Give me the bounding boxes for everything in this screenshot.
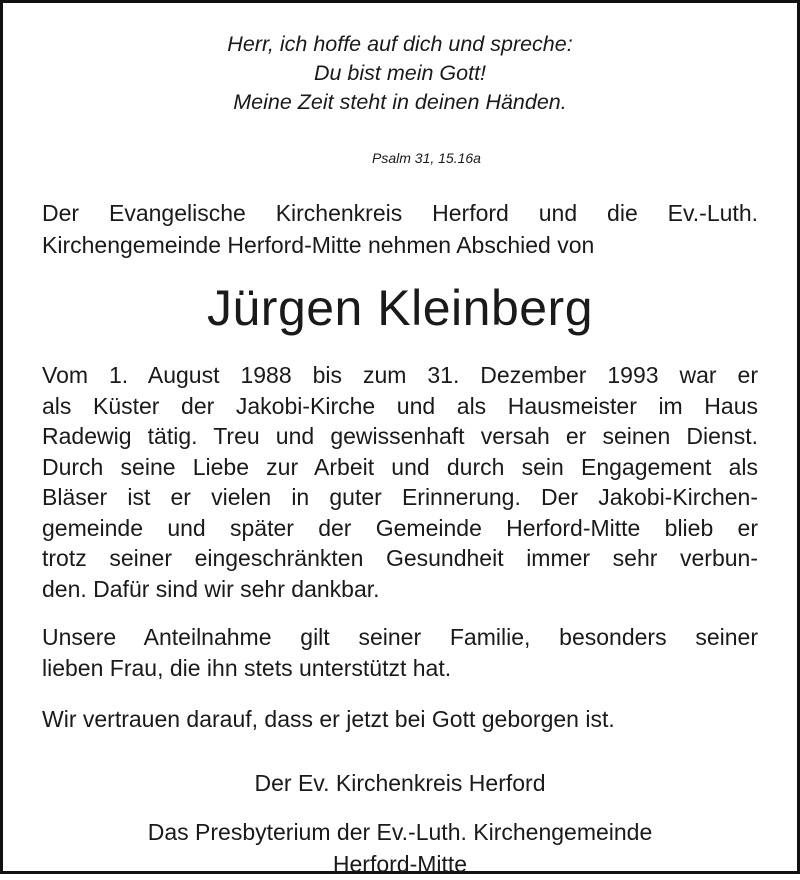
paragraph-line: als Küster der Jakobi-Kirche und als Hausmeister im Haus: [42, 392, 758, 419]
verse-source: Psalm 31, 15.16a: [372, 150, 481, 166]
bible-verse: [42, 30, 758, 117]
signature-line-3: Herford-Mitte: [332, 851, 468, 877]
paragraph-line: Wir vertrauen darauf, dass er jetzt bei Gott geborgen ist.: [42, 706, 615, 732]
signature-presbyterium: [42, 816, 758, 880]
paragraph-line: den. Dafür sind wir sehr dankbar.: [42, 575, 380, 602]
verse-line-2: Du bist mein Gott!: [313, 61, 487, 85]
paragraph-service: [42, 360, 758, 604]
verse-line-3: Meine Zeit steht in deinen Händen.: [233, 90, 567, 114]
verse-line-1: Herr, ich hoffe auf dich und spreche:: [227, 32, 573, 56]
paragraph-line: Durch seine Liebe zur Arbeit und durch sein Engagement als: [42, 453, 758, 480]
paragraph-line: gemeinde und später der Gemeinde Herford-Mitte blieb er: [42, 514, 758, 541]
notice-body: [42, 360, 758, 732]
paragraph-faith: [42, 704, 758, 735]
intro-text: [42, 197, 758, 261]
paragraph-line: Unsere Anteilnahme gilt seiner Familie, besonders seiner: [42, 624, 758, 650]
paragraph-condolence: [42, 622, 758, 683]
signature-kirchenkreis: Der Ev. Kirchenkreis Herford: [254, 770, 546, 796]
obituary-notice: [42, 30, 758, 877]
paragraph-line: Bläser ist er vielen in guter Erinnerung. Der Jakobi-Kirchen-: [42, 484, 758, 510]
paragraph-line: Vom 1. August 1988 bis zum 31. Dezember 1993 war er: [42, 362, 758, 388]
paragraph-line: Radewig tätig. Treu und gewissenhaft versah er seinen Dienst.: [42, 423, 758, 449]
paragraph-line: trotz seiner eingeschränkten Gesundheit immer sehr verbun-: [42, 545, 758, 571]
paragraph-line: lieben Frau, die ihn stets unterstützt hat.: [42, 654, 452, 681]
intro-line-2: Kirchengemeinde Herford-Mitte nehmen Abschied von: [42, 232, 595, 258]
signature-line-2: Das Presbyterium der Ev.-Luth. Kirchengemeinde: [147, 819, 653, 845]
deceased-name: Jürgen Kleinberg: [206, 280, 594, 336]
intro-line-1: Der Evangelische Kirchenkreis Herford und die Ev.-Luth.: [42, 200, 758, 226]
